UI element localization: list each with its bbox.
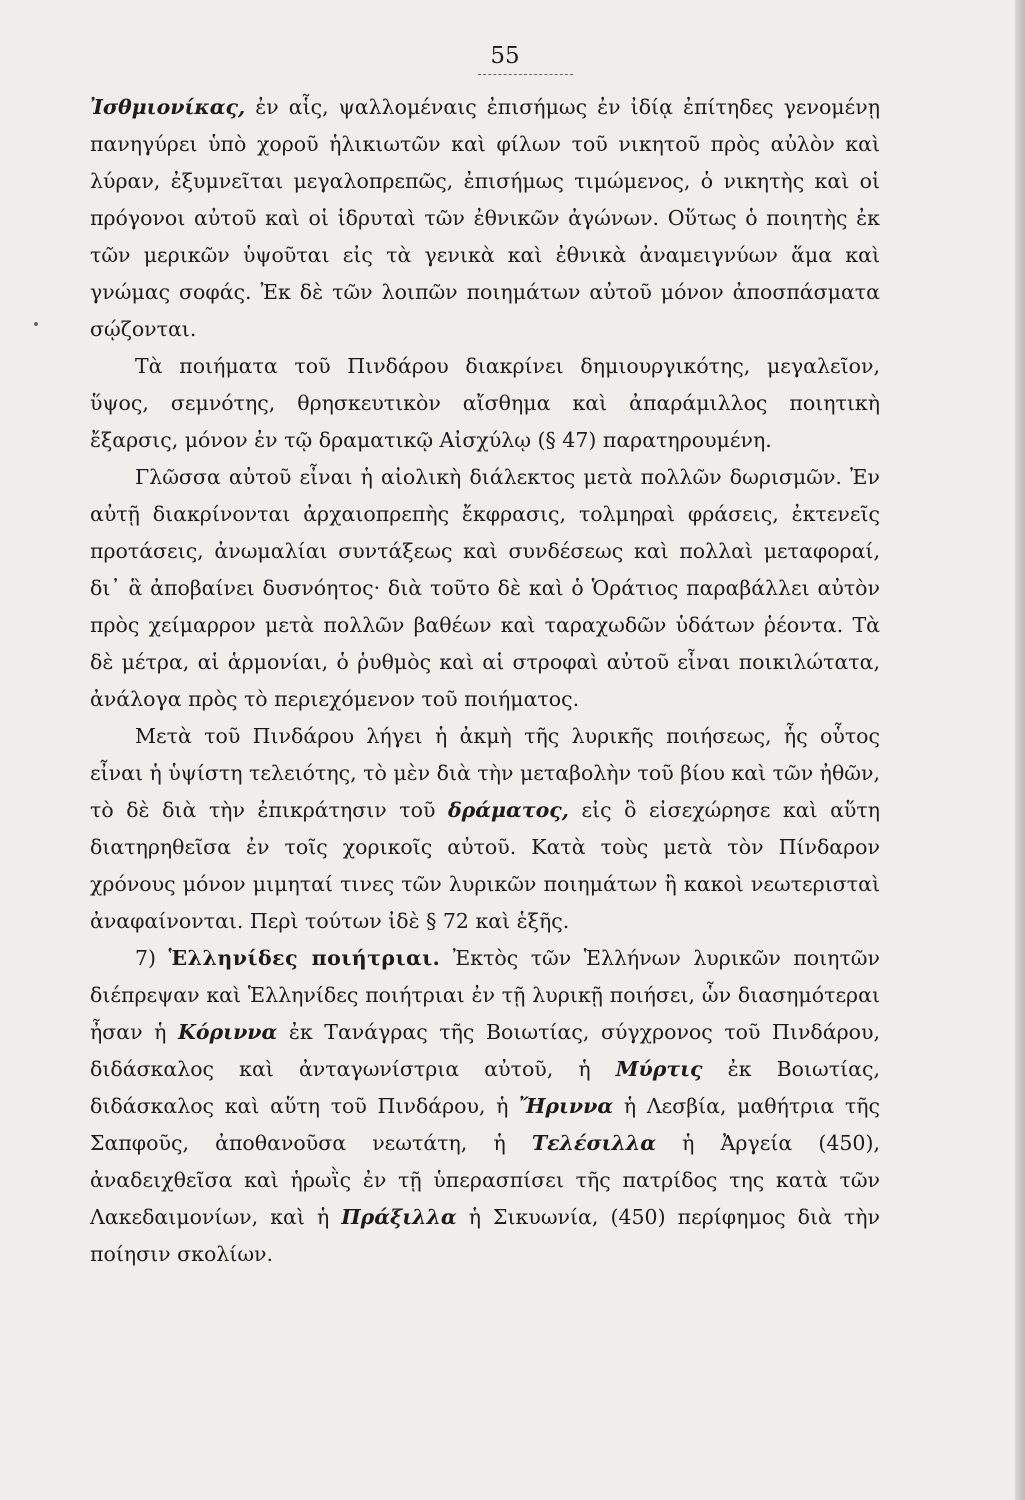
name-erinna: Ἤριννα	[519, 1094, 614, 1118]
paragraph-isthmionikas	[90, 89, 880, 348]
bold-term-isthmionikas: Ἰσθμιονίκας,	[90, 95, 246, 119]
paragraph-end-of-lyric	[90, 718, 880, 940]
page-edge-shadow	[1015, 0, 1025, 1500]
paragraph-text: ἡ Σικυωνία, (450) περίφημος διὰ τὴν ποίησιν σκολίων.	[90, 1205, 880, 1266]
name-praxilla: Πράξιλλα	[341, 1205, 457, 1229]
paragraph-text: ἐν αἷς, ψαλλομέναις ἐπισήμως ἐν ἰδίᾳ ἐπίτηδες γενομένῃ πανηγύρει ὑπὸ χοροῦ ἡλικιωτῶν καὶ φίλων τοῦ νικητοῦ πρὸς αὐλὸν καὶ λύραν, ἐξυμνεῖται μεγαλοπρεπῶς, ἐπισήμως τιμώμενος, ὁ νικητὴς καὶ οἱ πρόγονοι αὐτοῦ καὶ οἱ ἱδρυταὶ τῶν ἐθνικῶν ἀγώνων. Οὕτως ὁ ποιητὴς ἐκ τῶν μερικῶν ὑψοῦται εἰς τὰ γενικὰ καὶ ἐθνικὰ ἀναμειγνύων ἅμα καὶ γνώμας σοφάς. Ἐκ δὲ τῶν λοιπῶν ποιημάτων αὐτοῦ μόνον ἀποσπάσματα σῴζονται.	[90, 95, 880, 341]
page-number-rule	[478, 74, 573, 75]
name-myrtis: Μύρτις	[615, 1057, 703, 1081]
paragraph-women-poets	[90, 940, 880, 1273]
paragraph-text: ἐκ Βοιωτίας, διδάσκαλος καὶ αὕτη τοῦ Πινδάρου, ἡ	[90, 1057, 880, 1118]
book-page	[90, 40, 880, 1273]
page-body	[90, 89, 880, 1273]
section-number: 7)	[135, 946, 157, 970]
paragraph-text: ἐκ Τανάγρας τῆς Βοιωτίας, σύγχρονος τοῦ Πινδάρου, διδάσκαλος καὶ ἀνταγωνίστρια αὐτοῦ, ἡ	[90, 1020, 880, 1081]
margin-speck	[34, 322, 38, 326]
name-telesilla: Τελέσιλλα	[531, 1131, 657, 1155]
paragraph-text: ἡ Λεσβία, μαθήτρια τῆς Σαπφοῦς, ἀποθανοῦσα νεωτάτη, ἡ	[90, 1094, 880, 1155]
paragraph-language: Γλῶσσα αὐτοῦ εἶναι ἡ αἰολικὴ διάλεκτος μετὰ πολλῶν δωρισμῶν. Ἐν αὐτῇ διακρίνονται ἀρχαιοπρεπὴς ἔκφρασις, τολμηραὶ φράσεις, ἐκτενεῖς προτάσεις, ἀνωμαλίαι συντάξεως καὶ συνδέσεως καὶ πολλαὶ μεταφοραί, δι᾽ ἃ ἀποβαίνει δυσνόητος· διὰ τοῦτο δὲ καὶ ὁ Ὁράτιος παραβάλλει αὐτὸν πρὸς χείμαρρον μετὰ πολλῶν βαθέων καὶ ταραχωδῶν ὑδάτων ῥέοντα. Τὰ δὲ μέτρα, αἱ ἁρμονίαι, ὁ ῥυθμὸς καὶ αἱ στροφαὶ αὐτοῦ εἶναι ποικιλώτατα, ἀνάλογα πρὸς τὸ περιεχόμενον τοῦ ποιήματος.	[90, 465, 880, 711]
section-heading: Ἑλληνίδες ποιήτριαι.	[168, 946, 441, 970]
paragraph-text: ἡ Ἀργεία (450), ἀναδειχθεῖσα καὶ ἡρωῒς ἐν τῇ ὑπερασπίσει τῆς πατρίδος της κατὰ τῶν Λακεδαιμονίων, καὶ ἡ	[90, 1131, 880, 1229]
name-korinna: Κόριννα	[178, 1020, 278, 1044]
page-number: 55	[490, 43, 520, 69]
paragraph-pindar-qualities: Τὰ ποιήματα τοῦ Πινδάρου διακρίνει δημιουργικότης, μεγαλεῖον, ὕψος, σεμνότης, θρησκευτικὸν αἴσθημα καὶ ἀπαράμιλλος ποιητικὴ ἔξαρσις, μόνον ἐν τῷ δραματικῷ Αἰσχύλῳ (§ 47) παρατηρουμένη.	[90, 354, 880, 452]
bold-term-drama: δράματος,	[447, 798, 569, 822]
paragraph-text: Ἐκτὸς τῶν Ἑλλήνων λυρικῶν ποιητῶν διέπρεψαν καὶ Ἑλληνίδες ποιήτριαι ἐν τῇ λυρικῇ ποιήσει, ὧν διασημότεραι ἦσαν ἡ	[90, 946, 880, 1044]
paragraph-text: εἰς ὃ εἰσεχώρησε καὶ αὕτη διατηρηθεῖσα ἐν τοῖς χορικοῖς αὐτοῦ. Κατὰ τοὺς μετὰ τὸν Πίνδαρον χρόνους μόνον μιμηταί τινες τῶν λυρικῶν ποιημάτων ἢ κακοὶ νεωτερισταὶ ἀναφαίνονται. Περὶ τούτων ἰδὲ § 72 καὶ ἑξῆς.	[90, 798, 881, 933]
paragraph-text: Μετὰ τοῦ Πινδάρου λήγει ἡ ἀκμὴ τῆς λυρικῆς ποιήσεως, ἧς οὗτος εἶναι ἡ ὑψίστη τελειότης, τὸ μὲν διὰ τὴν μεταβολὴν τοῦ βίου καὶ τῶν ἠθῶν, τὸ δὲ διὰ τὴν ἐπικράτησιν τοῦ	[90, 724, 880, 822]
